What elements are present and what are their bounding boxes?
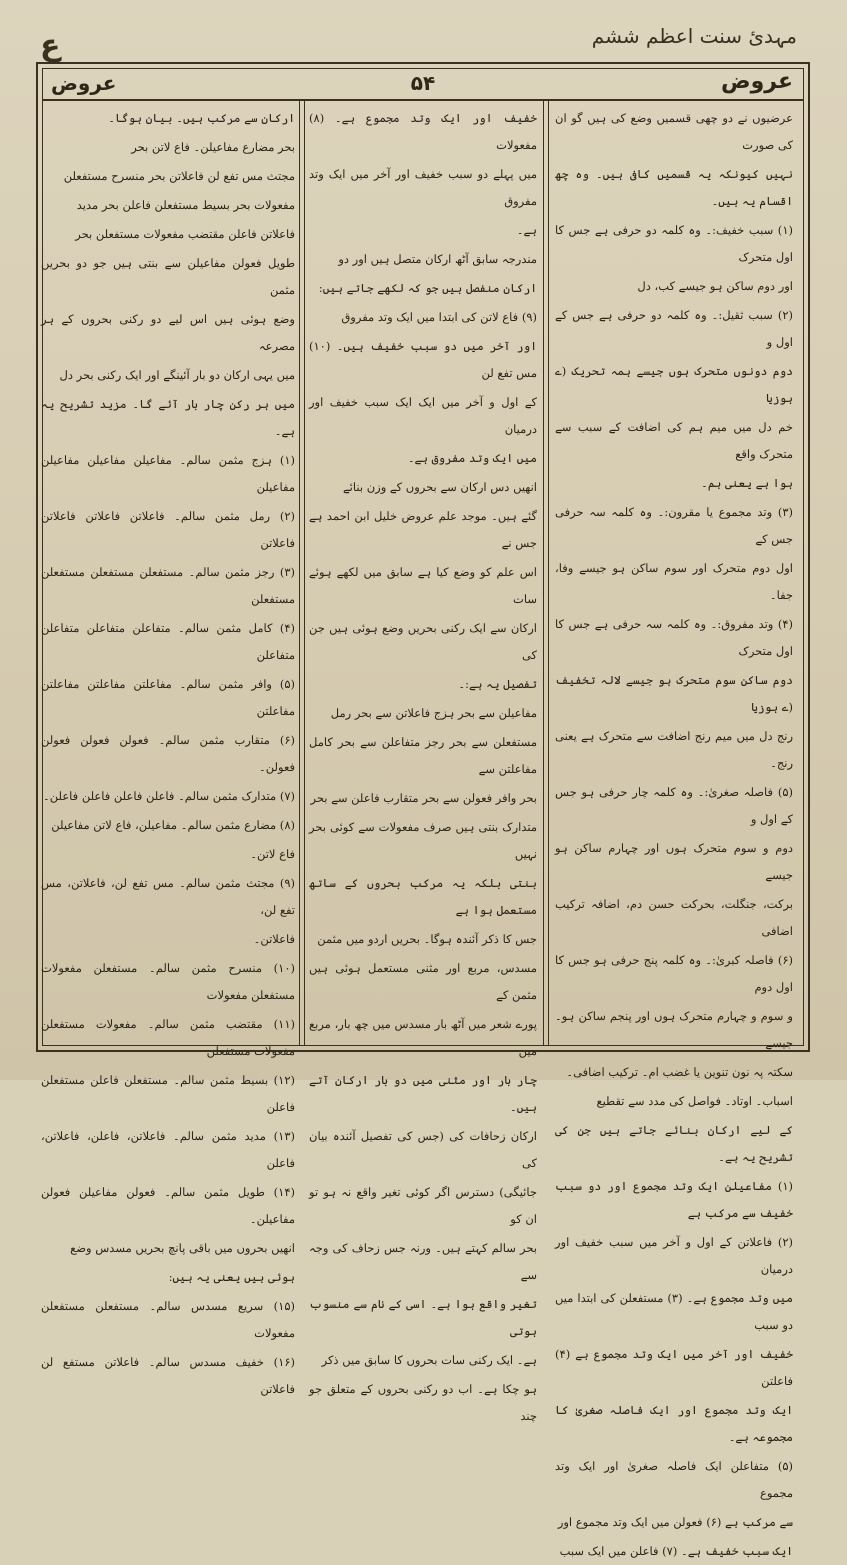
text-line: مسدس، مربع اور مثنی مستعمل ہوئی ہیں مثمن کے [309, 961, 537, 1002]
text-line: اور دوم ساکن ہو جیسے کب، دل [637, 279, 793, 293]
column-divider-left [299, 99, 305, 1045]
text-line: اول دوم متحرک اور سوم ساکن ہو جیسے وفا، جفا۔ [555, 561, 793, 602]
text-line: متدارک بنتی ہیں صرف مفعولات سے کوئی بحر نہیں [309, 820, 537, 861]
text-column-right [555, 105, 793, 1558]
text-line: خم دل میں میم ہم کی اضافت کے سبب سے متحرک واقع [555, 420, 793, 461]
text-line: بحر سالم کہتے ہیں۔ ورنہ جس زحاف کی وجہ سے [309, 1241, 537, 1282]
text-line: (۱) مفاعیلن ایک وتد مجموع اور دو سبب خفیف سے مرکب ہے [555, 1179, 793, 1220]
text-line: بحر مضارع مفاعیلن۔ فاع لاتن بحر [131, 140, 295, 154]
text-line: (۱۳) مدید مثمن سالم۔ فاعلاتن، فاعلن، فاعلاتن، فاعلن [41, 1129, 295, 1170]
column-divider-right [543, 99, 549, 1045]
text-line: میں ہر رکن چار بار آئے گا۔ مزید تشریح یہ ہے۔ [41, 397, 295, 438]
text-line: وضع ہوئی ہیں اس لیے دو رکنی بحروں کے ہر مصرعہ [41, 312, 295, 353]
page-number: ۵۴ [410, 71, 436, 95]
text-line: مفعولات بحر بسیط مستفعلن فاعلن بحر مدید [76, 198, 295, 212]
text-line: (۱۵) سریع مسدس سالم۔ مستفعلن مستفعلن مفعولات [41, 1299, 295, 1340]
text-line: (۵) وافر مثمن سالم۔ مفاعلتن مفاعلتن مفاعلتن مفاعلتن [41, 677, 295, 718]
text-line: چار بار اور مثنی میں دو بار ارکان آتے ہیں۔ [309, 1073, 537, 1114]
corner-letter-mark: ع [40, 28, 61, 63]
section-label-right: عروض [721, 69, 793, 94]
text-line: میں ایک وتد مفروق ہے۔ [407, 451, 537, 465]
text-line: (۶) متقارب مثمن سالم۔ فعولن فعولن فعولن فعولن۔ [41, 733, 295, 774]
text-line: اس علم کو وضع کیا ہے سابق میں لکھے ہوئے سات [309, 565, 537, 606]
text-line: تغیر واقع ہوا ہے۔ اسی کے نام سے منسوب ہوتی [309, 1297, 537, 1338]
text-line: انھیں دس ارکان سے بحروں کے وزن بنائے [342, 480, 537, 494]
text-line: (۱) سبب خفیف:۔ وہ کلمہ دو حرفی ہے جس کا اول متحرک [555, 223, 793, 264]
text-line: (۹) مجتث مثمن سالم۔ مس تفع لن، فاعلاتن، مس تفع لن، [41, 876, 295, 917]
text-line: ہے۔ [516, 223, 537, 237]
text-line: پورے شعر میں آٹھ بار مسدس میں چھ بار، مربع میں [309, 1017, 537, 1058]
text-line: (۲) رمل مثمن سالم۔ فاعلاتن فاعلاتن فاعلاتن فاعلاتن [41, 509, 295, 550]
text-line: مستفعلن سے بحر رجز متفاعلن سے بحر کامل مفاعلتن سے [309, 735, 537, 776]
text-line: رنج دل میں میم رنج اضافت سے متحرک ہے یعنی رنج۔ [555, 729, 793, 770]
text-line: و سوم و چہارم متحرک ہوں اور پنجم ساکن ہو۔ جیسے [555, 1009, 793, 1050]
text-line: فاعلاتن فاعلن مقتضب مفعولات مستفعلن بحر [75, 227, 295, 241]
text-line: جائیگی) دسترس اگر کوئی تغیر واقع نہ ہو تو ان کو [309, 1185, 537, 1226]
page-frame [36, 62, 810, 1558]
text-line: سکتہ پہ نون تنوین یا غضب ام۔ ترکیب اضافی۔ [566, 1065, 793, 1079]
text-line: ایک سبب خفیف ہے۔ (۷) فاعلن میں ایک سبب [559, 1544, 793, 1558]
text-line: (۸) مضارع مثمن سالم۔ مفاعیلن، فاع لاتن مفاعیلن [51, 818, 295, 832]
text-line: اور آخر میں دو سبب خفیف ہیں۔ (۱۰) مس تفع لن [309, 339, 537, 380]
text-line: جس کا ذکر آئندہ ہوگا۔ بحریں اردو میں مثمن [317, 932, 537, 946]
text-line: ارکان سے مرکب ہیں۔ بیان ہوگا۔ [108, 111, 295, 125]
text-line: دوم دونوں متحرک ہوں جیسے ہمہ تحریک (ے ہوزیا [555, 364, 793, 405]
text-column-middle [309, 105, 537, 1423]
text-line: مندرجہ سابق آٹھ ارکان متصل ہیں اور دو [338, 252, 537, 266]
text-line: خفیف اور آخر میں ایک وتد مجموع ہے (۴) فاعلتن [555, 1347, 793, 1388]
header-band [43, 69, 803, 101]
text-line: کے لیے ارکان بنائے جاتے ہیں جن کی تشریح یہ ہے۔ [555, 1123, 793, 1164]
text-line: ہے۔ ایک رکنی سات بحروں کا سابق میں ذکر [321, 1353, 537, 1367]
text-line: گئے ہیں۔ موجد علم عروض خلیل ابن احمد ہے جس نے [309, 509, 537, 550]
text-line: ہوئی ہیں یعنی یہ ہیں: [168, 1270, 295, 1284]
text-line: تفصیل یہ ہے:۔ [458, 677, 537, 691]
text-line: (۹) فاع لاتن کی ابتدا میں ایک وتد مفروق [341, 310, 537, 324]
text-line: (۶) فاصلہ کبریٰ:۔ وہ کلمہ پنج حرفی ہو جس کا اول دوم [555, 953, 793, 994]
text-line: میں یہی ارکان دو بار آئینگے اور ایک رکنی بحر دل [59, 368, 295, 382]
text-line: ارکان زحافات کی (جس کی تفصیل آئندہ بیان کی [309, 1129, 537, 1170]
text-line: (۵) متفاعلن ایک فاصلہ صغریٰ اور ایک وتد مجموع [555, 1459, 793, 1500]
text-line: ہوا ہے یعنی ہم۔ [701, 476, 793, 490]
text-line: اسباب۔ اوتاد۔ فواصل کی مدد سے تقطیع [596, 1094, 793, 1108]
text-line: میں پہلے دو سبب خفیف اور آخر میں ایک وتد مفروق [309, 167, 537, 208]
text-line: سے مرکب ہے (۶) فعولن میں ایک وتد مجموع اور [557, 1515, 793, 1529]
text-line: ہو چکا ہے۔ اب دو رکنی بحروں کے متعلق جو چند [309, 1382, 537, 1423]
text-line: ارکان سے ایک رکنی بحریں وضع ہوئی ہیں جن کی [309, 621, 537, 662]
inner-frame [41, 68, 804, 1558]
text-line: (۱۱) مقتضب مثمن سالم۔ مفعولات مستفعلن مفعولات مستفعلن [41, 1017, 295, 1058]
text-line: (۴) وتد مفروق:۔ وہ کلمہ سہ حرفی ہے جس کا اول متحرک [555, 617, 793, 658]
text-line: بحر وافر فعولن سے بحر متقارب فاعلن سے بحر [310, 791, 537, 805]
text-line: طویل فعولن مفاعیلن سے بنتی ہیں جو دو بحریں مثمن [41, 256, 295, 297]
text-line: مفاعیلن سے بحر ہزج فاعلاتن سے بحر رمل [330, 706, 537, 720]
text-line: (۱۲) بسیط مثمن سالم۔ مستفعلن فاعلن مستفعلن فاعلن [41, 1073, 295, 1114]
text-line: فاعلاتن۔ [253, 932, 295, 946]
text-line: کے اول و آخر میں ایک ایک سبب خفیف اور درمیان [309, 395, 537, 436]
text-line: (۱) ہزج مثمن سالم۔ مفاعیلن مفاعیلن مفاعیلن مفاعیلن [41, 453, 295, 494]
text-line: (۱۰) منسرح مثمن سالم۔ مستفعلن مفعولات مستفعلن مفعولات [41, 961, 295, 1002]
text-line: (۱۴) طویل مثمن سالم۔ فعولن مفاعیلن فعولن مفاعیلن۔ [41, 1185, 295, 1226]
text-line: دوم ساکن سوم متحرک ہو جیسے لالہ تخفیف (ے ہوزیا [555, 673, 793, 714]
text-line: (۴) کامل مثمن سالم۔ متفاعلن متفاعلن متفاعلن متفاعلن [41, 621, 295, 662]
text-line: دوم و سوم متحرک ہوں اور چہارم ساکن ہو جیسے [555, 841, 793, 882]
running-head: مہدیٔ سنت اعظم ششم [591, 24, 797, 48]
text-line: بنتی بلکہ یہ مرکب بحروں کے ساتھ مستعمل ہوا ہے [309, 876, 537, 917]
text-line: (۷) متدارک مثمن سالم۔ فاعلن فاعلن فاعلن فاعلن۔ [43, 789, 295, 803]
text-line: (۲) سبب ثقیل:۔ وہ کلمہ دو حرفی ہے جس کے اول و [555, 308, 793, 349]
text-line: ایک وتد مجموع اور ایک فاصلہ صغریٰ کا مجموعہ ہے۔ [555, 1403, 793, 1444]
text-line: (۱۶) خفیف مسدس سالم۔ فاعلاتن مستفع لن فاعلاتن [41, 1355, 295, 1396]
text-line: انھیں بحروں میں باقی پانچ بحریں مسدس وضع [70, 1241, 295, 1255]
text-line: (۳) رجز مثمن سالم۔ مستفعلن مستفعلن مستفعلن مستفعلن [41, 565, 295, 606]
text-line: فاع لاتن۔ [250, 847, 295, 861]
text-line: (۳) وتد مجموع یا مقرون:۔ وہ کلمہ سہ حرفی جس کے [555, 505, 793, 546]
text-line: برکت، جنگلت، بحرکت حسن دم، اضافہ ترکیب اضافی [555, 897, 793, 938]
text-line: خفیف اور ایک وتد مجموع ہے۔ (۸) مفعولات [309, 111, 537, 152]
section-label-left: عروض [51, 71, 117, 95]
text-line: (۵) فاصلہ صغریٰ:۔ وہ کلمہ چار حرفی ہو جس کے اول و [555, 785, 793, 826]
text-column-left [41, 105, 295, 1396]
text-line: (۲) فاعلاتن کے اول و آخر میں سبب خفیف اور درمیان [555, 1235, 793, 1276]
text-line: مجتث مس تفع لن فاعلاتن بحر منسرح مستفعلن [63, 169, 295, 183]
text-line: عرضیوں نے دو چھی قسمیں وضع کی ہیں گو ان کی صورت [555, 111, 793, 152]
text-line: ارکان منفصل ہیں جو کہ لکھے جاتے ہیں: [318, 281, 537, 295]
text-line: نہیں کیونکہ یہ قسمیں کافی ہیں۔ وہ چھ اقسام یہ ہیں۔ [555, 167, 793, 208]
text-line: میں وتد مجموع ہے۔ (۳) مستفعلن کی ابتدا میں دو سبب [555, 1291, 793, 1332]
